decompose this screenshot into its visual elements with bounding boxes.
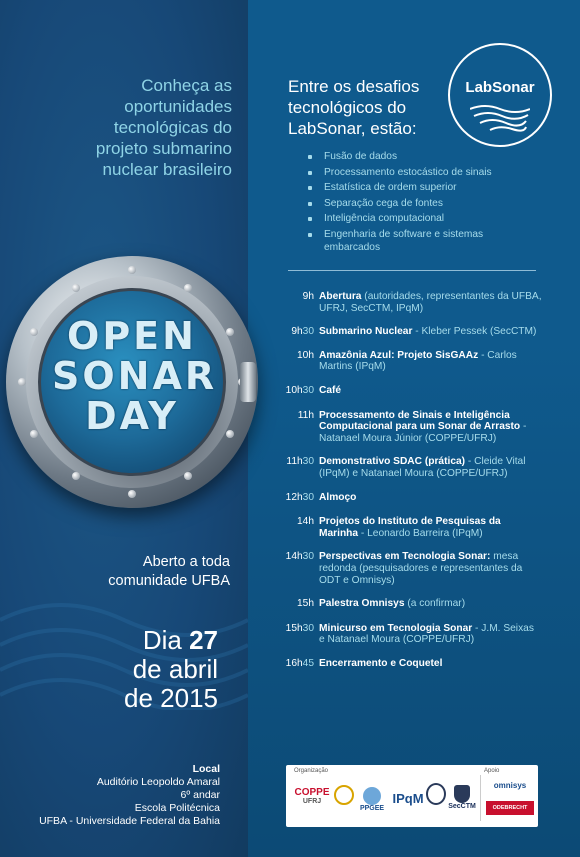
challenges-heading: Entre os desafios tecnológicos do LabSonar, estão: xyxy=(288,77,420,138)
ppgee-logo: PPGEE xyxy=(358,787,386,812)
ipqm-logo: IPqM xyxy=(392,791,424,806)
ppgee-icon xyxy=(363,787,381,805)
schedule-row: 9h30 Submarino Nuclear - Kleber Pessek (SecCTM) xyxy=(291,326,537,338)
schedule-row: 12h30 Almoço xyxy=(285,491,357,503)
bolt-icon xyxy=(226,328,234,336)
navy-seal-icon xyxy=(426,783,446,805)
list-item: Estatística de ordem superior xyxy=(308,181,538,194)
bolt-icon xyxy=(18,378,26,386)
intro-text: Conheça as oportunidades tecnológicas do projeto submarino nuclear brasileiro xyxy=(95,76,232,179)
divider xyxy=(288,270,536,271)
hinge-icon xyxy=(240,362,256,402)
omnisys-logo: omnisys xyxy=(493,781,527,790)
porthole-graphic xyxy=(6,256,258,508)
schedule-row: 15h30 Minicurso em Tecnologia Sonar - J.M. Seixas e Natanael Moura (COPPE/UFRJ) xyxy=(285,622,534,646)
schedule-row: 15h Palestra Omnisys (a confirmar) xyxy=(297,598,466,610)
schedule xyxy=(282,291,542,669)
bolt-icon xyxy=(128,266,136,274)
support-label: Apoio xyxy=(484,768,500,774)
bolt-icon xyxy=(30,430,38,438)
bullet-icon xyxy=(308,155,312,159)
open-sonar-day-title: OPEN SONAR DAY xyxy=(52,314,218,438)
list-item: Inteligência computacional xyxy=(308,212,538,225)
bolt-icon xyxy=(72,472,80,480)
bullet-icon xyxy=(308,233,312,237)
secctm-logo: SecCTM xyxy=(446,785,478,810)
bullet-icon xyxy=(308,202,312,206)
bolt-icon xyxy=(128,490,136,498)
coppe-seal-icon xyxy=(334,785,354,805)
sonar-wave-icon xyxy=(470,103,530,133)
challenge-list xyxy=(308,150,538,256)
audience-text: Aberto a toda comunidade UFBA xyxy=(108,554,230,589)
list-item: Separação cega de fontes xyxy=(308,197,538,210)
schedule-row: 10h Amazônia Azul: Projeto SisGAAz - Carlos Martins (IPqM) xyxy=(297,349,517,373)
schedule-row: 9h Abertura (autoridades, representantes da UFBA, UFRJ, SecCTM, IPqM) xyxy=(302,291,542,314)
event-day: 27 xyxy=(189,625,218,655)
list-item: Engenharia de software e sistemas embarcados xyxy=(308,228,538,254)
odebrecht-logo: ODEBRECHT xyxy=(486,801,534,815)
schedule-row: 11h Processamento de Sinais e Inteligência Computacional para um Sonar de Arrasto - Natanael Moura Júnior (COPPE/UFRJ) xyxy=(297,409,527,444)
labsonar-logo: LabSonar xyxy=(448,43,552,147)
bolt-icon xyxy=(184,284,192,292)
organization-label: Organização xyxy=(294,768,329,774)
venue-info: Local Auditório Leopoldo Amaral 6º andar Escola Politécnica UFBA - Universidade Federal da Bahia xyxy=(39,763,220,827)
bullet-icon xyxy=(308,186,312,190)
bullet-icon xyxy=(308,171,312,175)
schedule-row: 14h30 Perspectivas em Tecnologia Sonar: mesa redonda (pesquisadores e representantes da ODT e Omnisys) xyxy=(285,551,523,586)
schedule-row: 16h45 Encerramento e Coquetel xyxy=(285,657,443,669)
anchor-icon xyxy=(454,785,470,803)
schedule-row: 14h Projetos do Instituto de Pesquisas da Marinha - Leonardo Barreira (IPqM) xyxy=(297,516,501,539)
bolt-icon xyxy=(184,472,192,480)
schedule-row: 10h30 Café xyxy=(285,384,342,396)
sponsor-panel xyxy=(286,765,538,827)
list-item: Processamento estocástico de sinais xyxy=(308,166,538,179)
bolt-icon xyxy=(30,328,38,336)
coppe-logo: COPPE UFRJ xyxy=(294,787,330,805)
bolt-icon xyxy=(72,284,80,292)
sponsor-divider xyxy=(480,775,481,821)
list-item: Fusão de dados xyxy=(308,150,538,163)
schedule-row: 11h30 Demonstrativo SDAC (prática) - Cleide Vital (IPqM) e Natanael Moura (COPPE/UFRJ) xyxy=(286,456,526,479)
bolt-icon xyxy=(226,430,234,438)
event-date: Dia 27 de abril de 2015 xyxy=(124,625,218,713)
bullet-icon xyxy=(308,217,312,221)
